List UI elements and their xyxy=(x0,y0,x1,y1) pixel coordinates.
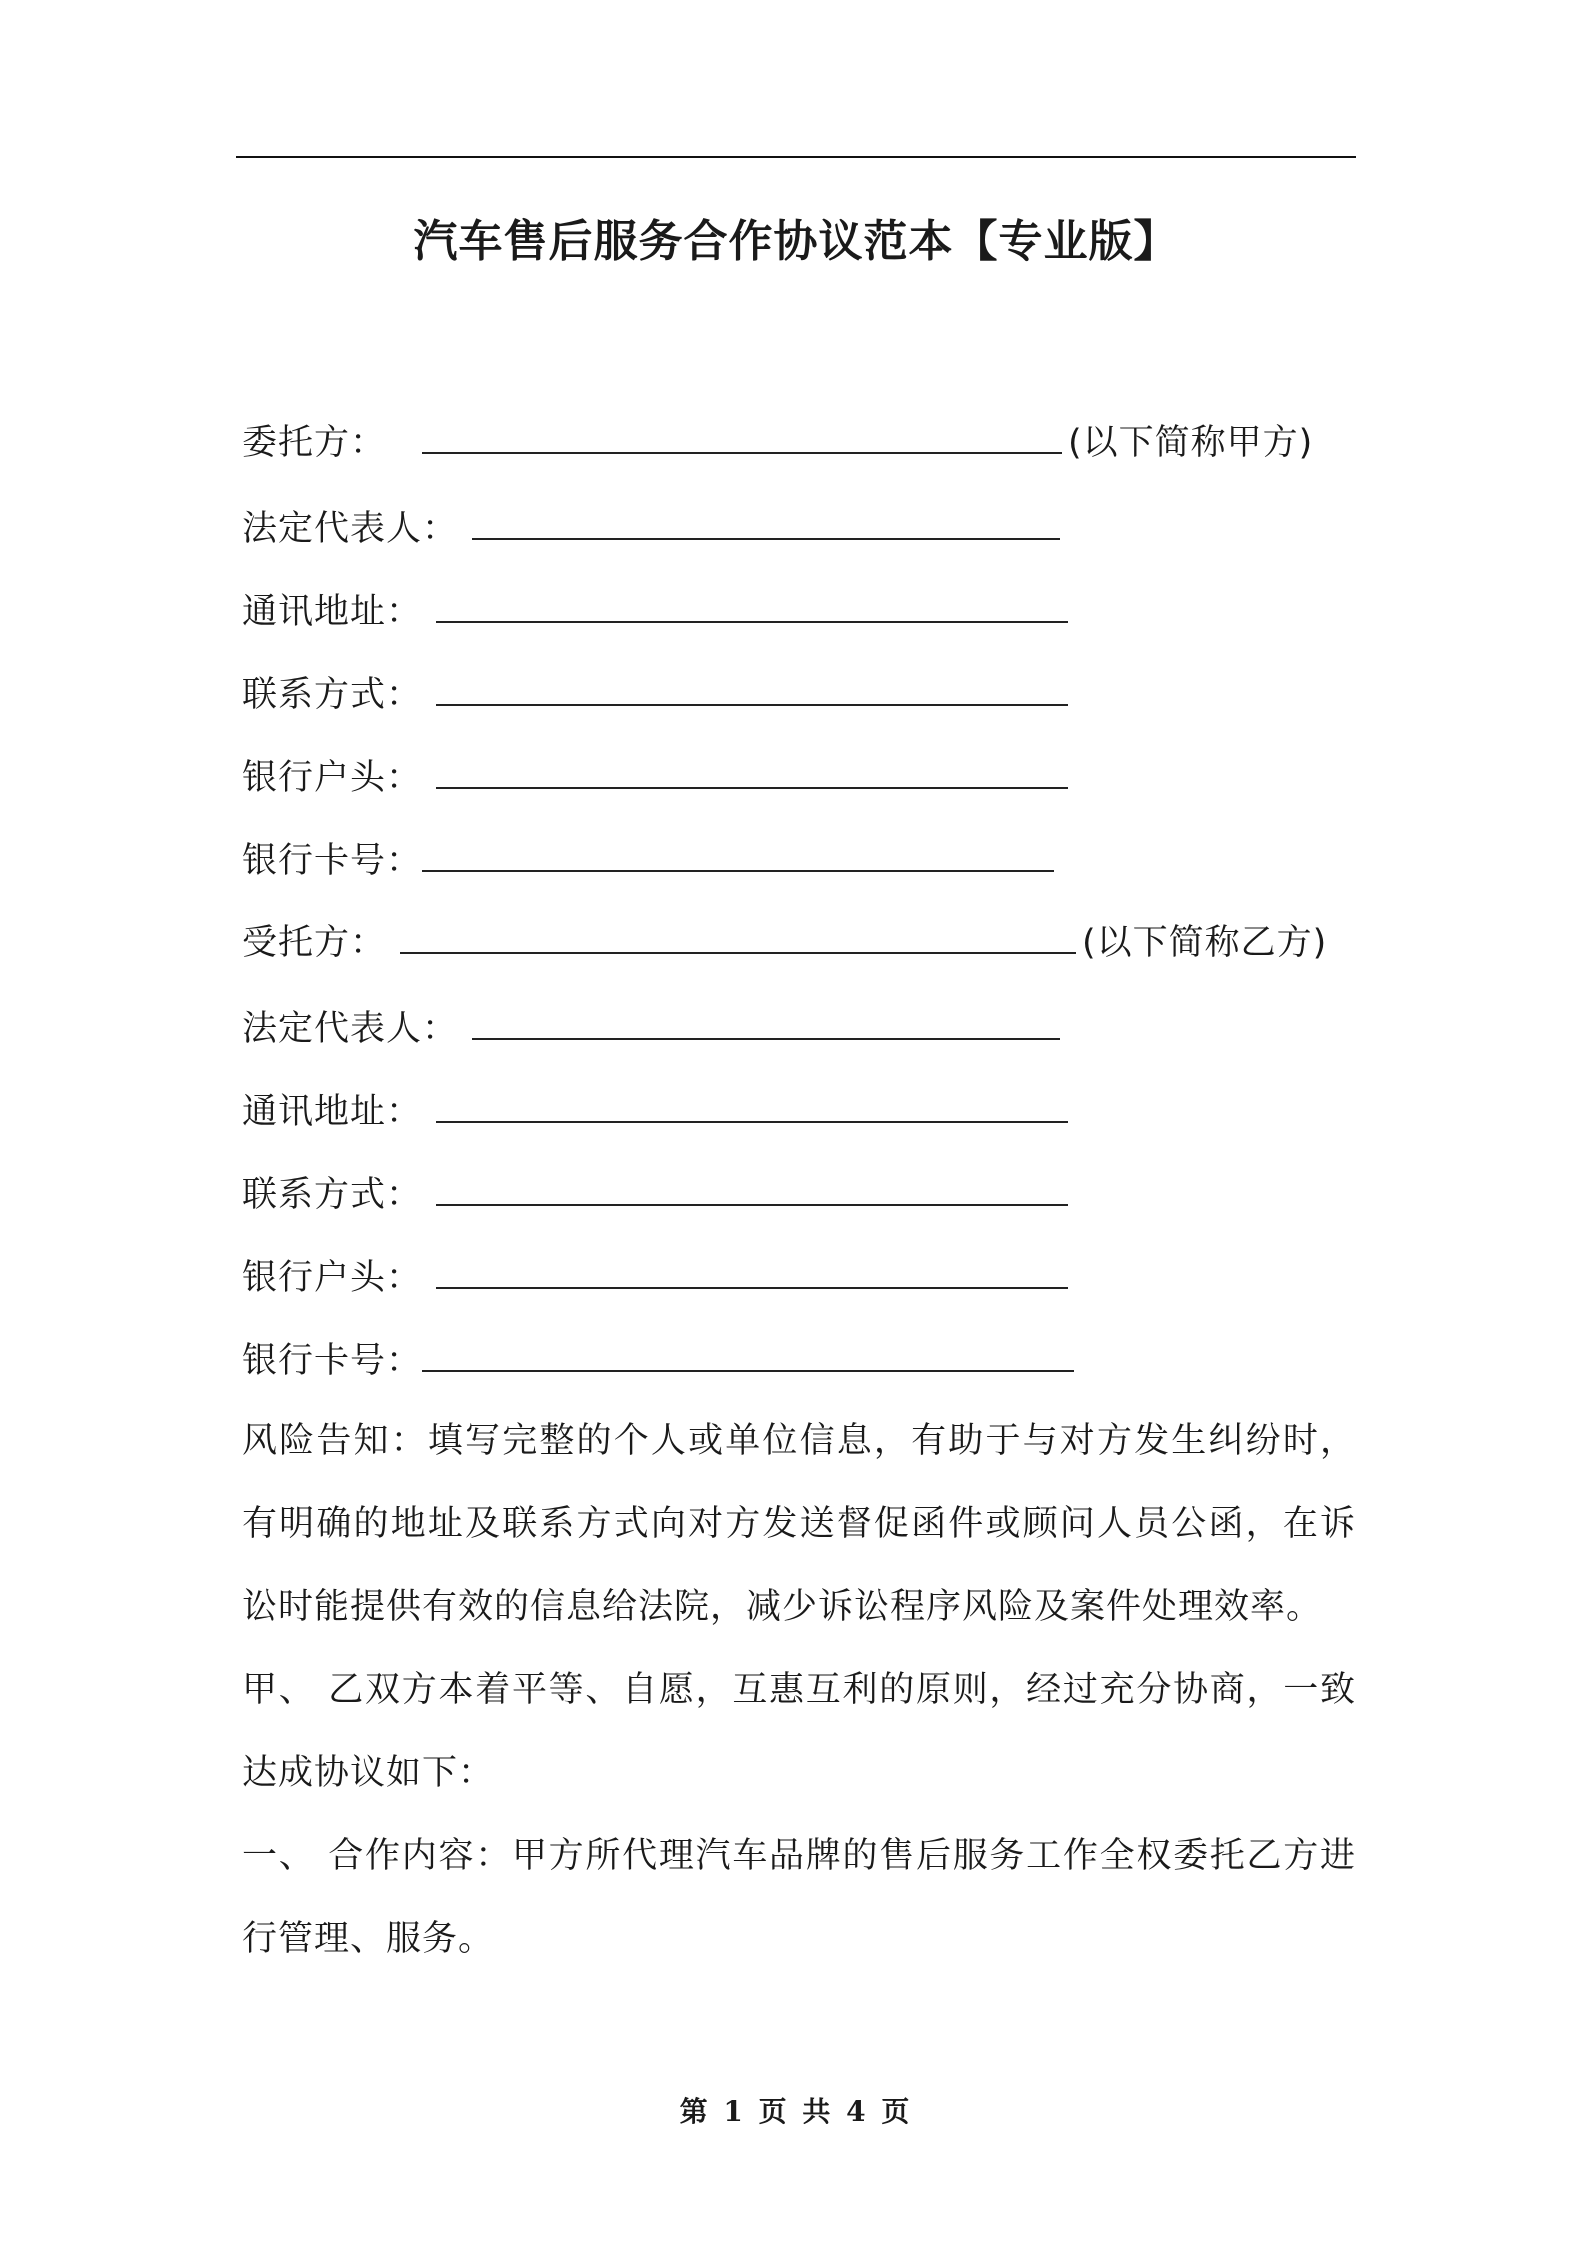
party-a-legal-rep-row xyxy=(242,500,1060,556)
party-b-agent-blank[interactable] xyxy=(400,914,1076,954)
party-a-bank-card-label: 银行卡号： xyxy=(242,841,423,881)
party-b-bank-card-label: 银行卡号： xyxy=(242,1341,423,1381)
header-rule xyxy=(236,156,1356,158)
party-a-address-label: 通讯地址： xyxy=(242,592,423,632)
party-a-principal-blank[interactable] xyxy=(422,414,1062,454)
party-b-legal-rep-label: 法定代表人： xyxy=(242,1009,459,1049)
party-a-bank-name-row xyxy=(242,749,1068,805)
party-a-contact-row xyxy=(242,666,1068,722)
document-title: 汽车售后服务合作协议范本【专业版】 xyxy=(413,216,1179,267)
party-a-address-row xyxy=(242,583,1068,639)
party-b-address-row xyxy=(242,1083,1068,1139)
party-b-contact-label: 联系方式： xyxy=(242,1175,423,1215)
party-a-bank-card-blank[interactable] xyxy=(422,832,1054,872)
party-b-bank-name-blank[interactable] xyxy=(436,1249,1068,1289)
party-b-bank-name-row xyxy=(242,1249,1068,1305)
party-a-contact-label: 联系方式： xyxy=(242,675,423,715)
party-a-bank-name-blank[interactable] xyxy=(436,749,1068,789)
party-b-agent-row xyxy=(242,914,1327,970)
party-a-bank-name-label: 银行户头： xyxy=(242,758,423,798)
party-b-legal-rep-blank[interactable] xyxy=(472,1000,1060,1040)
party-a-principal-row xyxy=(242,414,1313,470)
party-b-legal-rep-row xyxy=(242,1000,1060,1056)
party-a-contact-blank[interactable] xyxy=(436,666,1068,706)
party-b-bank-card-row xyxy=(242,1332,1074,1388)
party-b-contact-row xyxy=(242,1166,1068,1222)
party-a-principal-suffix: (以下简称甲方) xyxy=(1068,423,1314,463)
party-a-address-blank[interactable] xyxy=(436,583,1068,623)
party-a-legal-rep-blank[interactable] xyxy=(472,500,1060,540)
party-b-bank-card-blank[interactable] xyxy=(422,1332,1074,1372)
party-b-contact-blank[interactable] xyxy=(436,1166,1068,1206)
agreement-intro-paragraph: 甲、 乙双方本着平等、自愿，互惠互利的原则，经过充分协商，一致达成协议如下： xyxy=(242,1670,1356,1793)
page-indicator: 第 1 页 共 4 页 xyxy=(679,2095,913,2128)
risk-notice-paragraph: 风险告知：填写完整的个人或单位信息，有助于与对方发生纠纷时，有明确的地址及联系方式向对方发送督促函件或顾问人员公函，在诉讼时能提供有效的信息给法院，减少诉讼程序风险及案件处理效率。 xyxy=(242,1421,1356,1627)
party-b-bank-name-label: 银行户头： xyxy=(242,1258,423,1298)
party-b-agent-label: 受托方： xyxy=(242,923,387,963)
party-a-bank-card-row xyxy=(242,832,1054,888)
party-b-address-blank[interactable] xyxy=(436,1083,1068,1123)
clause-1-paragraph: 一、 合作内容：甲方所代理汽车品牌的售后服务工作全权委托乙方进行管理、服务。 xyxy=(242,1836,1356,1959)
party-a-legal-rep-label: 法定代表人： xyxy=(242,509,459,549)
party-b-address-label: 通讯地址： xyxy=(242,1092,423,1132)
party-b-agent-suffix: (以下简称乙方) xyxy=(1082,923,1328,963)
party-a-principal-label: 委托方： xyxy=(242,423,387,463)
